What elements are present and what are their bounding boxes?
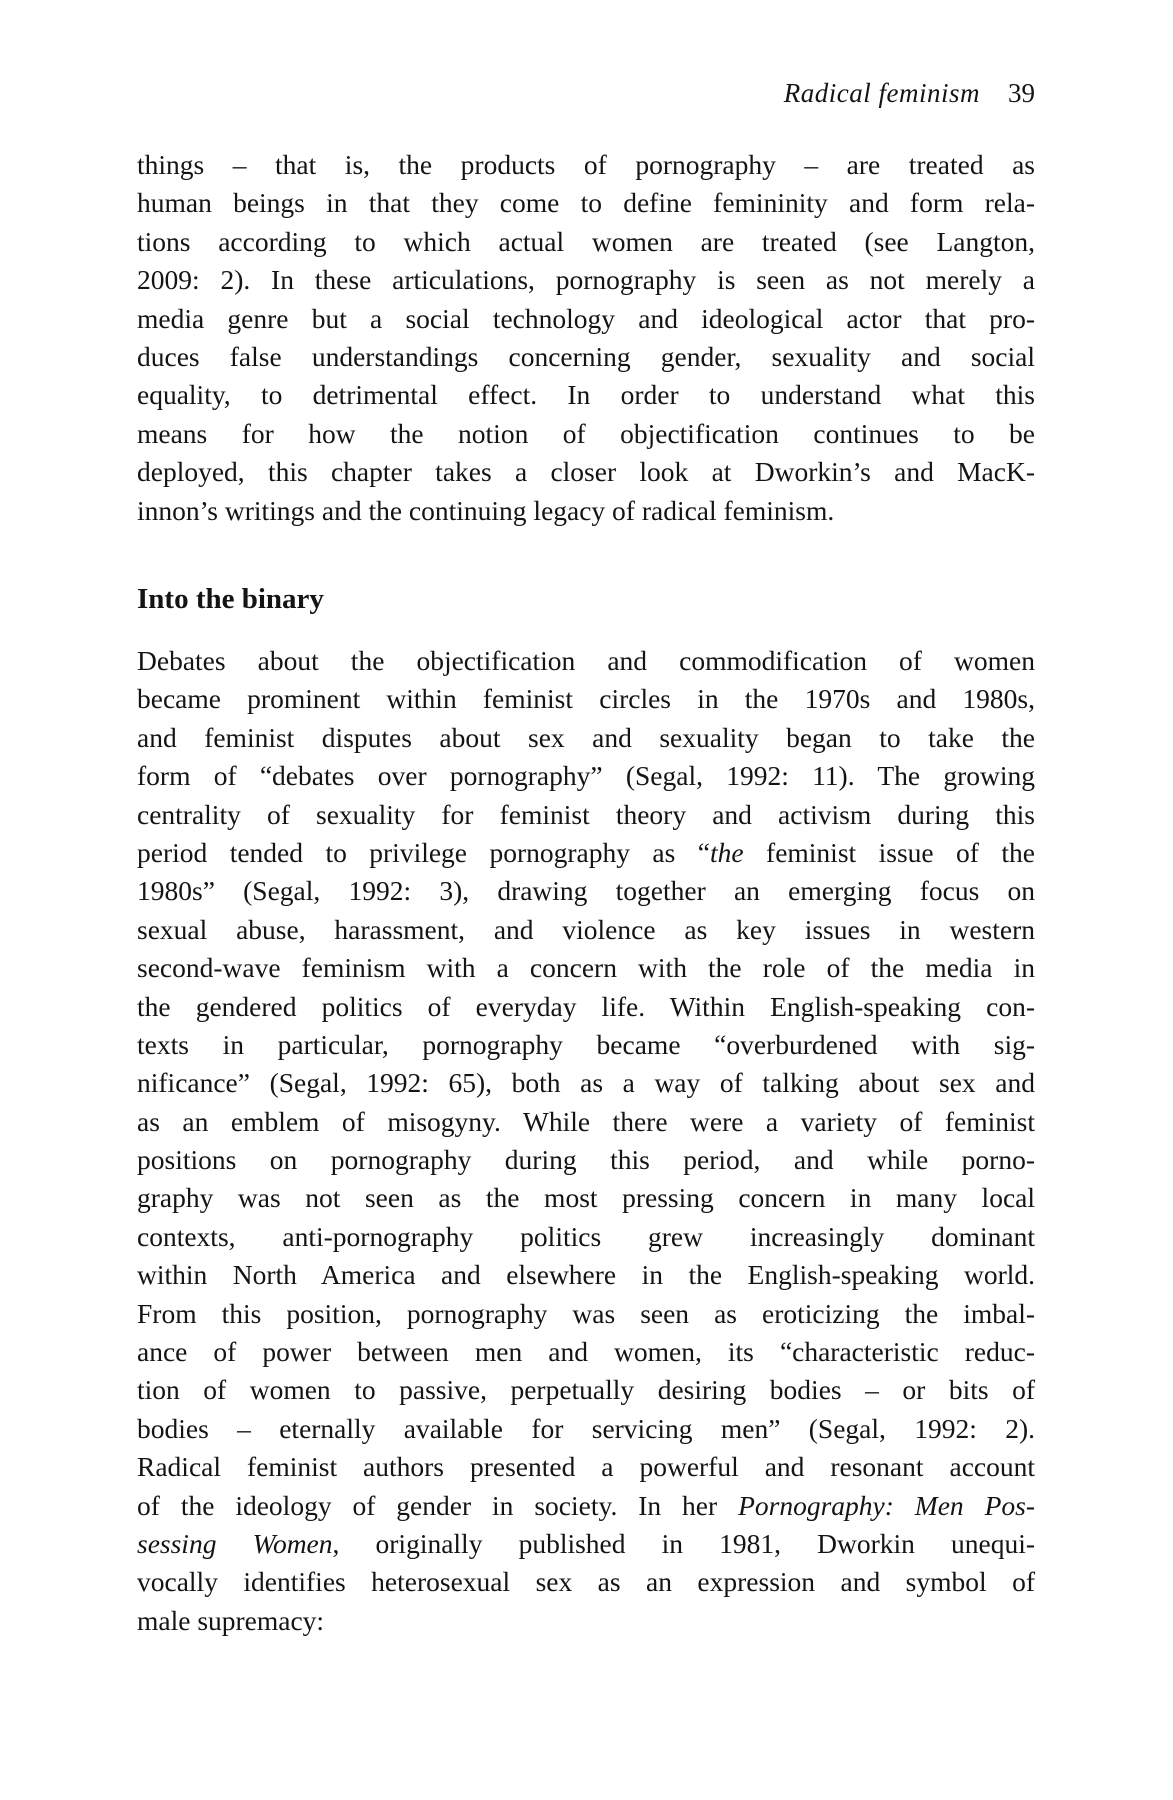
text-line: graphy was not seen as the most pressing concern in many local <box>137 1182 1035 1214</box>
page-number: 39 <box>1008 78 1035 108</box>
text-line: as an emblem of misogyny. While there were a variety of feminist <box>137 1105 1035 1137</box>
text-line: Radical feminist authors presented a powerful and resonant account <box>137 1451 1035 1483</box>
text-line: 1980s” (Segal, 1992: 3), drawing together an emerging focus on <box>137 875 1035 907</box>
text-line: Debates about the objectification and commodification of women <box>137 645 1035 676</box>
text-line: human beings in that they come to define femininity and form rela- <box>137 187 1035 219</box>
text-line: means for how the notion of objectification continues to be <box>137 417 1035 449</box>
paragraph-2 <box>137 642 1035 1640</box>
text-line: form of “debates over pornography” (Segal, 1992: 11). The growing <box>137 760 1035 792</box>
text-line: innon’s writings and the continuing legacy of radical feminism. <box>137 494 835 526</box>
text-line: From this position, pornography was seen as eroticizing the imbal- <box>137 1297 1035 1329</box>
text-line: media genre but a social technology and ideological actor that pro- <box>137 302 1035 334</box>
text-line: and feminist disputes about sex and sexuality began to take the <box>137 721 1035 753</box>
text-line: tions according to which actual women are treated (see Langton, <box>137 225 1035 257</box>
text-line: period tended to privilege pornography as “the feminist issue of the <box>137 836 1035 868</box>
text-line: texts in particular, pornography became “overburdened with sig- <box>137 1028 1035 1060</box>
text-line: tion of women to passive, perpetually desiring bodies – or bits of <box>137 1374 1035 1406</box>
text-line: duces false understandings concerning gender, sexuality and social <box>137 340 1035 372</box>
text-line: vocally identifies heterosexual sex as an expression and symbol of <box>137 1566 1035 1598</box>
text-line: sexual abuse, harassment, and violence as key issues in western <box>137 913 1035 945</box>
text-line: 2009: 2). In these articulations, pornography is seen as not merely a <box>137 264 1035 296</box>
text-line: within North America and elsewhere in the English-speaking world. <box>137 1259 1035 1291</box>
text-line: the gendered politics of everyday life. Within English-speaking con- <box>137 990 1035 1022</box>
text-line: sessing Women, originally published in 1981, Dworkin unequi- <box>137 1527 1036 1559</box>
text-line: became prominent within feminist circles in the 1970s and 1980s, <box>137 683 1035 715</box>
text-line: ance of power between men and women, its “characteristic reduc- <box>137 1336 1035 1368</box>
paragraph-1 <box>137 146 1035 530</box>
text-line: centrality of sexuality for feminist theory and activism during this <box>137 798 1035 830</box>
text-line: male supremacy: <box>137 1604 325 1636</box>
text-line: nificance” (Segal, 1992: 65), both as a way of talking about sex and <box>137 1067 1035 1099</box>
text-line: contexts, anti-pornography politics grew increasingly dominant <box>137 1220 1035 1252</box>
text-line: second-wave feminism with a concern with the role of the media in <box>137 952 1035 984</box>
running-title: Radical feminism <box>783 78 980 108</box>
text-line: deployed, this chapter takes a closer look at Dworkin’s and MacK- <box>137 456 1035 488</box>
section-heading: Into the binary <box>137 583 324 615</box>
text-line: things – that is, the products of pornography – are treated as <box>137 149 1035 180</box>
text-line: bodies – eternally available for servicing men” (Segal, 1992: 2). <box>137 1412 1035 1444</box>
text-line: positions on pornography during this period, and while porno- <box>137 1144 1035 1176</box>
text-line: equality, to detrimental effect. In order to understand what this <box>137 379 1035 411</box>
text-line: of the ideology of gender in society. In her Pornography: Men Pos- <box>137 1489 1035 1521</box>
running-header <box>700 78 1035 118</box>
